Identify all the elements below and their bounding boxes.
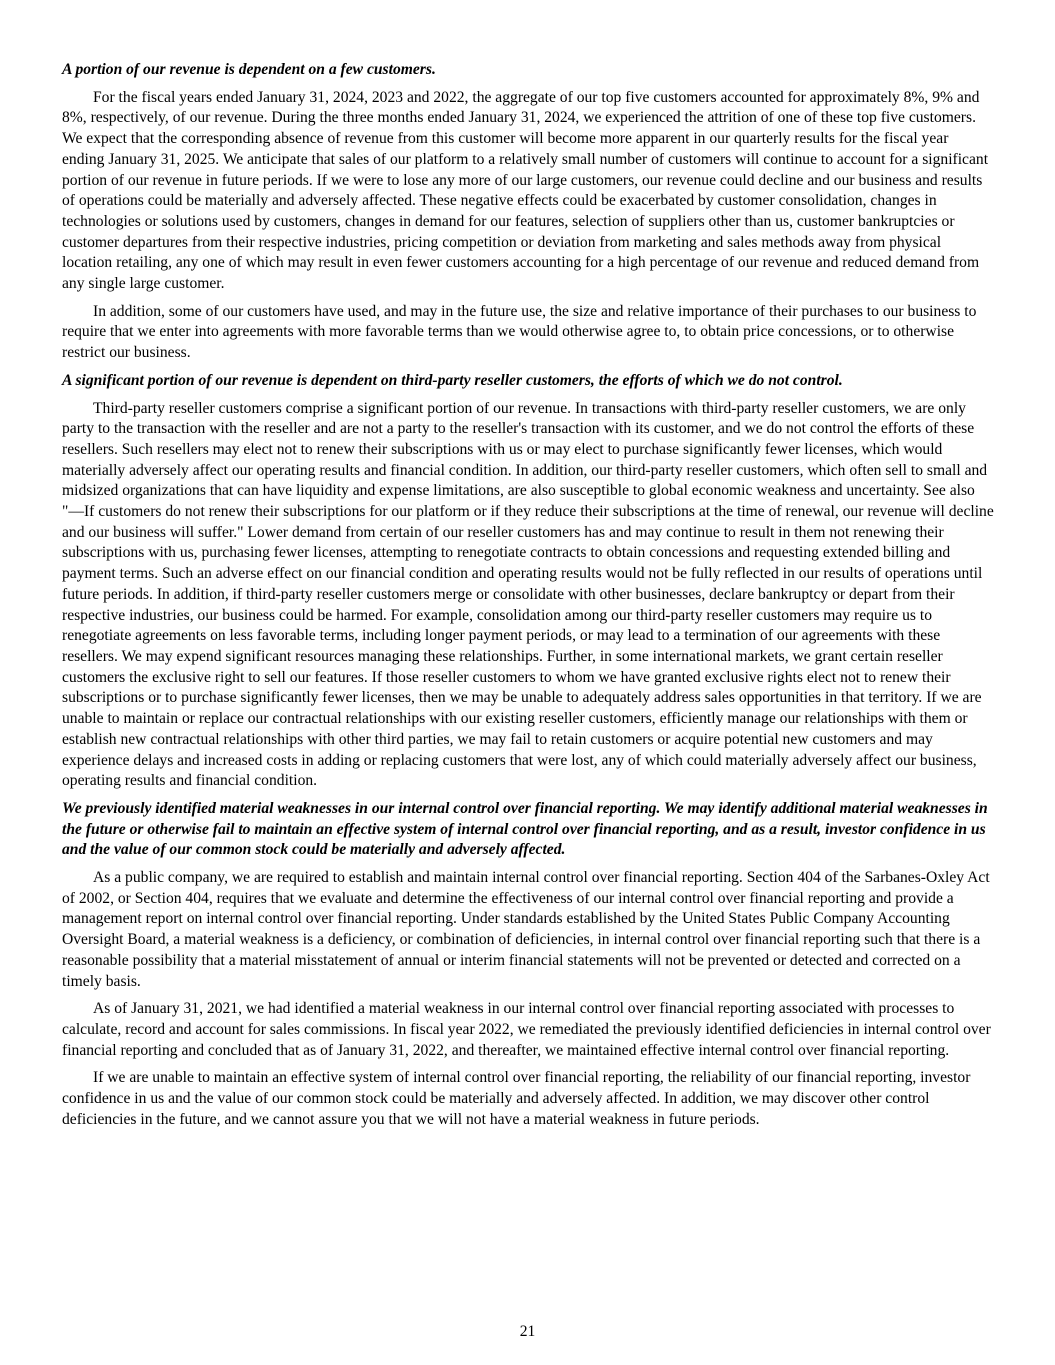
paragraph-controls-3: If we are unable to maintain an effective system of internal control over financial reporting, the reliability of our financial reporting, investor confidence in us and the value of our common stock could be materially and adversely affected. In addition, we may discover other control deficiencies in the future, and we cannot assure you that we will not have a material weakness in future periods. xyxy=(62,1069,971,1128)
paragraph-customers-2: In addition, some of our customers have used, and may in the future use, the size and relative importance of their purchases to our business to require that we enter into agreements with more favorable terms than we would otherwise agree to, to obtain price concessions, or to otherwise restrict our business. xyxy=(62,302,977,362)
section-heading-resellers: A significant portion of our revenue is dependent on third-party reseller customers, the efforts of which we do not control. xyxy=(62,371,843,389)
section-heading-controls: We previously identified material weaknesses in our internal control over financial reporting. We may identify additional material weaknesses in the future or otherwise fail to maintain an effective system of internal control over financial reporting, and as a result, investor confidence in us and the value of our common stock could be materially and adversely affected. xyxy=(62,799,988,859)
paragraph-resellers-1: Third-party reseller customers comprise a significant portion of our revenue. In transactions with third-party reseller customers, we are only party to the transaction with the reseller and are not a party to the reseller's transaction with its customer, and we do not control the efforts of these resellers. Such resellers may elect not to renew their subscriptions with us or may elect to purchase significantly fewer licenses, which would materially adversely affect our operating results and financial condition. In addition, our third-party reseller customers, which often sell to small and midsized organizations that can have liquidity and expense limitations, are also susceptible to global economic weakness and uncertainty. See also "—If customers do not renew their subscriptions for our platform or if they reduce their subscriptions at the time of renewal, our revenue will decline and our business will suffer." Lower demand from certain of our reseller customers has and may continue to result in them not renewing their subscriptions with us, purchasing fewer licenses, attempting to renegotiate contracts to obtain concessions and requesting extended billing and payment terms. Such an adverse effect on our financial condition and operating results would not be fully reflected in our results of operations until future periods. In addition, if third-party reseller customers merge or consolidate with other businesses, declare bankruptcy or depart from their respective industries, our business could be harmed. For example, consolidation among our third-party reseller customers may require us to renegotiate agreements on less favorable terms, including longer payment periods, or may lead to a termination of our agreements with these resellers. We may expend significant resources managing these relationships. Further, in some international markets, we grant certain reseller customers the exclusive right to sell our features. If those reseller customers to whom we have granted exclusive rights elect not to renew their subscriptions or to purchase significantly fewer licenses, then we may be unable to adequately address sales opportunities in that territory. If we are unable to maintain or replace our contractual relationships with our existing reseller customers, efficiently manage our relationships with them or establish new contractual relationships with other third parties, we may fail to retain customers or acquire potential new customers and may experience delays and increased costs in adding or replacing customers that were lost, any of which could materially adversely affect our business, operating results and financial condition. xyxy=(62,399,994,790)
paragraph-customers-1: For the fiscal years ended January 31, 2024, 2023 and 2022, the aggregate of our top five customers accounted for approximately 8%, 9% and 8%, respectively, of our revenue. During the three months ended January 31, 2024, we experienced the attrition of one of these top five customers. We expect that the corresponding absence of revenue from this customer will become more apparent in our quarterly results for the fiscal year ending January 31, 2025. We anticipate that sales of our platform to a relatively small number of customers will continue to account for a significant portion of our revenue in future periods. If we were to lose any more of our large customers, our revenue could decline and our business and results of operations could be materially and adversely affected. These negative effects could be exacerbated by customer consolidation, changes in technologies or solutions used by customers, changes in demand for our features, selection of suppliers other than us, customer bankruptcies or customer departures from their respective industries, pricing competition or deviation from marketing and sales methods away from physical location retailing, any one of which may result in even fewer customers accounting for a high percentage of our revenue and reduced demand from any single large customer. xyxy=(62,88,989,293)
paragraph-controls-1: As a public company, we are required to establish and maintain internal control over financial reporting. Section 404 of the Sarbanes-Oxley Act of 2002, or Section 404, requires that we evaluate and determine the effectiveness of our internal control over financial reporting and provide a management report on internal control over financial reporting. Under standards established by the United States Public Company Accounting Oversight Board, a material weakness is a deficiency, or combination of deficiencies, in internal control over financial reporting such that there is a reasonable possibility that a material misstatement of annual or interim financial statements will not be prevented or detected and corrected on a timely basis. xyxy=(62,869,990,990)
paragraph-controls-2: As of January 31, 2021, we had identified a material weakness in our internal control over financial reporting associated with processes to calculate, record and account for sales commissions. In fiscal year 2022, we remediated the previously identified deficiencies in internal control over financial reporting and concluded that as of January 31, 2022, and thereafter, we maintained effective internal control over financial reporting. xyxy=(62,1000,991,1059)
document-page xyxy=(62,60,994,1137)
page-number: 21 xyxy=(519,1323,536,1340)
section-heading-customers: A portion of our revenue is dependent on a few customers. xyxy=(62,61,436,78)
